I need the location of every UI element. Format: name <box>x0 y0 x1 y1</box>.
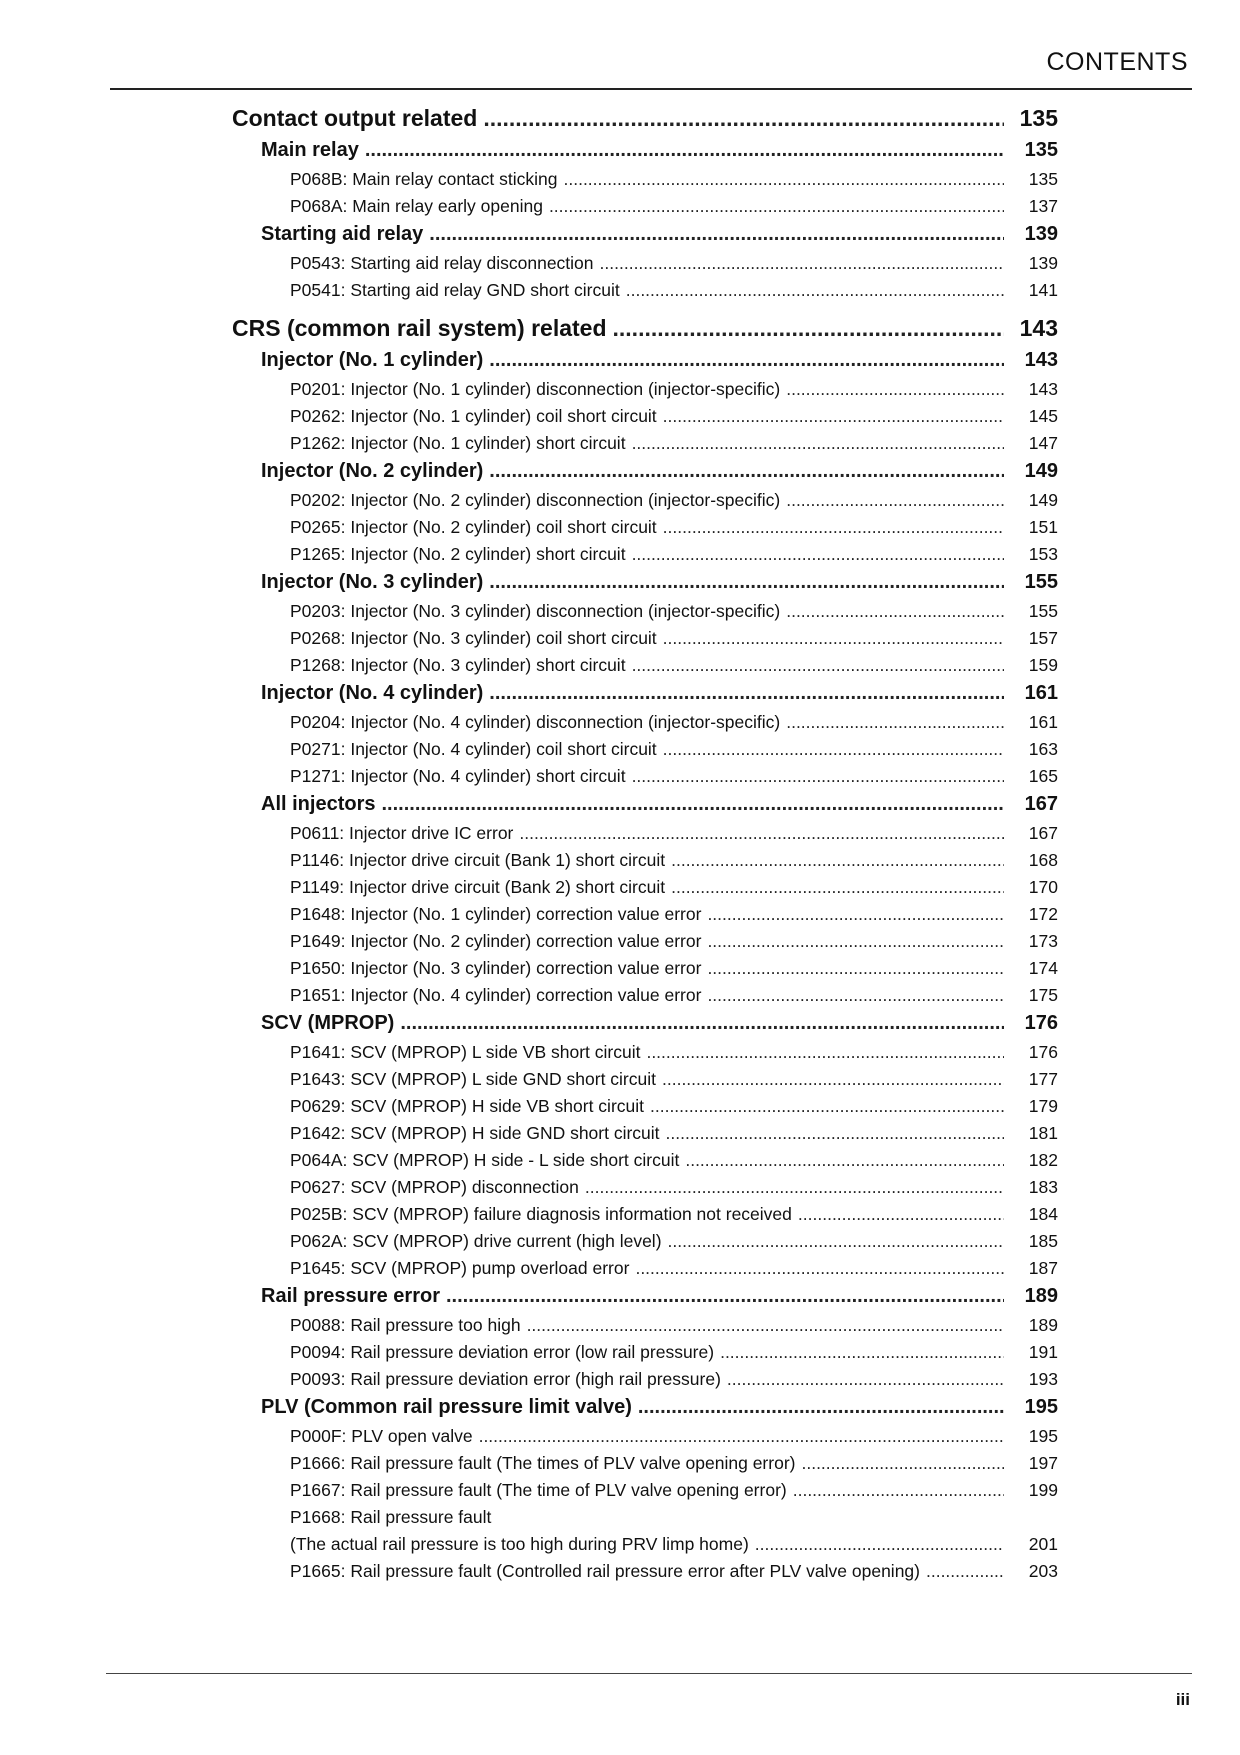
toc-entry[interactable] <box>232 1426 1058 1453</box>
dot-leader <box>786 379 1004 400</box>
toc-entry[interactable] <box>232 280 1058 307</box>
dot-leader <box>671 877 1004 898</box>
dot-leader <box>613 315 1004 342</box>
toc-entry-title: P1665: Rail pressure fault (Controlled rail pressure error after PLV valve opening) <box>290 1561 920 1581</box>
dot-leader <box>755 1534 1004 1555</box>
toc-entry[interactable] <box>232 1315 1058 1342</box>
toc-entry-title: P0629: SCV (MPROP) H side VB short circuit <box>290 1096 644 1116</box>
toc-page-number: 139 <box>1028 253 1058 273</box>
dot-leader <box>549 196 1004 217</box>
toc-entry[interactable] <box>232 1204 1058 1231</box>
toc-entry[interactable] <box>232 1096 1058 1123</box>
toc-entry-title: P0094: Rail pressure deviation error (low rail pressure) <box>290 1342 715 1362</box>
toc-page-number: 197 <box>1028 1453 1058 1473</box>
toc-page-number: 159 <box>1028 655 1058 675</box>
toc-entry[interactable] <box>232 544 1058 571</box>
toc-entry-title: P0541: Starting aid relay GND short circuit <box>290 280 620 300</box>
toc-entry[interactable] <box>232 712 1058 739</box>
dot-leader <box>707 931 1004 952</box>
toc-entry-title: All injectors <box>261 793 376 815</box>
toc-page-number: 149 <box>1028 490 1058 510</box>
toc-page-number: 143 <box>1024 349 1058 371</box>
toc-page-number: 185 <box>1028 1231 1058 1251</box>
toc-entry-title: P1271: Injector (No. 4 cylinder) short circuit <box>290 766 626 786</box>
toc-subsection[interactable] <box>232 460 1058 490</box>
toc-entry-title: P1650: Injector (No. 3 cylinder) correction value error <box>290 958 702 978</box>
toc-entry-title: P1146: Injector drive circuit (Bank 1) short circuit <box>290 850 666 870</box>
toc-entry-title: P1268: Injector (No. 3 cylinder) short circuit <box>290 655 626 675</box>
toc-subsection[interactable] <box>232 349 1058 379</box>
toc-entry-title: P1668: Rail pressure fault <box>290 1507 492 1527</box>
toc-entry[interactable] <box>232 850 1058 877</box>
toc-entry-title: P1645: SCV (MPROP) pump overload error <box>290 1258 630 1278</box>
toc-page-number: 157 <box>1028 628 1058 648</box>
toc-entry-title: Injector (No. 2 cylinder) <box>261 460 484 482</box>
toc-entry-title: (The actual rail pressure is too high during PRV limp home) <box>290 1534 749 1554</box>
toc-page-number: 179 <box>1028 1096 1058 1116</box>
toc-entry[interactable] <box>232 379 1058 406</box>
toc-subsection[interactable] <box>232 223 1058 253</box>
toc-entry-title: P0627: SCV (MPROP) disconnection <box>290 1177 579 1197</box>
toc-entry[interactable] <box>232 1561 1058 1588</box>
toc-page-number: 203 <box>1028 1561 1058 1581</box>
toc-page-number: 161 <box>1028 712 1058 732</box>
toc-page-number: 168 <box>1028 850 1058 870</box>
dot-leader <box>564 169 1005 190</box>
dot-leader <box>646 1042 1004 1063</box>
toc-page-number: 191 <box>1028 1342 1058 1362</box>
toc-subsection[interactable] <box>232 571 1058 601</box>
toc-section[interactable] <box>232 105 1058 139</box>
toc-page-number: 135 <box>1028 169 1058 189</box>
dot-leader <box>479 1426 1004 1447</box>
dot-leader <box>585 1177 1004 1198</box>
toc-page-number: 155 <box>1024 571 1058 593</box>
toc-entry-title: Injector (No. 3 cylinder) <box>261 571 484 593</box>
toc-page-number: 141 <box>1028 280 1058 300</box>
toc-page-number: 135 <box>1019 105 1058 131</box>
toc-section[interactable] <box>232 315 1058 349</box>
toc-page-number: 199 <box>1028 1480 1058 1500</box>
toc-page-number: 143 <box>1028 379 1058 399</box>
dot-leader <box>786 601 1004 622</box>
toc-entry[interactable] <box>232 490 1058 517</box>
toc-entry-title: P1667: Rail pressure fault (The time of PLV valve opening error) <box>290 1480 787 1500</box>
toc-page-number: 147 <box>1028 433 1058 453</box>
toc-entry-title: Contact output related <box>232 105 478 131</box>
dot-leader <box>489 682 1004 705</box>
dot-leader <box>400 1012 1004 1035</box>
toc-entry-title: P1642: SCV (MPROP) H side GND short circuit <box>290 1123 660 1143</box>
toc-page-number: 176 <box>1024 1012 1058 1034</box>
toc-page-number: 195 <box>1028 1426 1058 1446</box>
toc-page-number: 137 <box>1028 196 1058 216</box>
toc-entry-title: P0201: Injector (No. 1 cylinder) disconnection (injector-specific) <box>290 379 781 399</box>
toc-entry-title: P0203: Injector (No. 3 cylinder) disconnection (injector-specific) <box>290 601 781 621</box>
toc-page-number: 177 <box>1028 1069 1058 1089</box>
toc-page-number: 145 <box>1028 406 1058 426</box>
toc-entry-title: P0202: Injector (No. 2 cylinder) disconnection (injector-specific) <box>290 490 781 510</box>
toc-entry-title: P1262: Injector (No. 1 cylinder) short circuit <box>290 433 626 453</box>
dot-leader <box>685 1150 1004 1171</box>
toc-subsection[interactable] <box>232 793 1058 823</box>
toc-entry-title: CRS (common rail system) related <box>232 315 607 341</box>
toc-entry-title: P0611: Injector drive IC error <box>290 823 514 843</box>
dot-leader <box>519 823 1004 844</box>
toc-page-number: 173 <box>1028 931 1058 951</box>
dot-leader <box>638 1396 1004 1419</box>
toc-entry-title: P000F: PLV open valve <box>290 1426 473 1446</box>
toc-page-number: 183 <box>1028 1177 1058 1197</box>
toc-subsection[interactable] <box>232 1396 1058 1426</box>
toc-entry-title: P1651: Injector (No. 4 cylinder) correction value error <box>290 985 702 1005</box>
dot-leader <box>786 490 1004 511</box>
toc-entry[interactable] <box>232 1258 1058 1285</box>
toc-entry[interactable] <box>232 433 1058 460</box>
toc-page-number: 189 <box>1028 1315 1058 1335</box>
toc-entry-title: P0268: Injector (No. 3 cylinder) coil short circuit <box>290 628 657 648</box>
toc-entry-title: P068A: Main relay early opening <box>290 196 543 216</box>
toc-entry-title: Rail pressure error <box>261 1285 440 1307</box>
dot-leader <box>365 139 1004 162</box>
toc-entry[interactable] <box>232 985 1058 1012</box>
toc-subsection[interactable] <box>232 139 1058 169</box>
toc-page-number: 201 <box>1028 1534 1058 1554</box>
table-of-contents <box>232 104 1058 1588</box>
dot-leader <box>720 1342 1004 1363</box>
toc-entry[interactable] <box>232 406 1058 433</box>
toc-entry[interactable] <box>232 517 1058 544</box>
toc-entry[interactable] <box>232 1342 1058 1369</box>
dot-leader <box>446 1285 1004 1308</box>
toc-entry[interactable] <box>232 823 1058 850</box>
toc-entry-title: SCV (MPROP) <box>261 1012 395 1034</box>
dot-leader <box>635 1258 1004 1279</box>
dot-leader <box>793 1480 1004 1501</box>
toc-entry[interactable] <box>232 958 1058 985</box>
toc-page-number: 187 <box>1028 1258 1058 1278</box>
toc-entry-title: P0265: Injector (No. 2 cylinder) coil short circuit <box>290 517 657 537</box>
dot-leader <box>489 571 1004 594</box>
dot-leader <box>801 1453 1004 1474</box>
dot-leader <box>429 223 1004 246</box>
toc-page-number: 193 <box>1028 1369 1058 1389</box>
toc-page-number: 167 <box>1028 823 1058 843</box>
dot-leader <box>381 793 1004 816</box>
toc-entry[interactable] <box>232 1231 1058 1258</box>
dot-leader <box>707 985 1004 1006</box>
toc-entry[interactable] <box>232 628 1058 655</box>
toc-entry-title: P0093: Rail pressure deviation error (high rail pressure) <box>290 1369 721 1389</box>
toc-entry-title: Starting aid relay <box>261 223 424 245</box>
toc-entry[interactable] <box>232 766 1058 793</box>
toc-page-number: 167 <box>1024 793 1058 815</box>
toc-entry[interactable] <box>232 601 1058 628</box>
toc-page-number: 151 <box>1028 517 1058 537</box>
toc-page-number: 143 <box>1019 315 1058 341</box>
toc-page-number: 189 <box>1024 1285 1058 1307</box>
toc-entry[interactable] <box>232 1453 1058 1480</box>
toc-entry-title: P1641: SCV (MPROP) L side VB short circuit <box>290 1042 641 1062</box>
toc-entry-title: P1149: Injector drive circuit (Bank 2) short circuit <box>290 877 666 897</box>
dot-leader <box>663 628 1004 649</box>
toc-entry[interactable] <box>232 1123 1058 1150</box>
toc-page-number: 165 <box>1028 766 1058 786</box>
toc-page-number: 184 <box>1028 1204 1058 1224</box>
toc-entry-title: P025B: SCV (MPROP) failure diagnosis information not received <box>290 1204 792 1224</box>
toc-entry[interactable] <box>232 1069 1058 1096</box>
toc-page-number: 155 <box>1028 601 1058 621</box>
toc-entry[interactable] <box>232 253 1058 280</box>
dot-leader <box>662 1069 1004 1090</box>
toc-entry-title: P1265: Injector (No. 2 cylinder) short circuit <box>290 544 626 564</box>
toc-entry-title: P0088: Rail pressure too high <box>290 1315 521 1335</box>
dot-leader <box>600 253 1004 274</box>
dot-leader <box>483 105 1004 132</box>
toc-page-number: 135 <box>1024 139 1058 161</box>
dot-leader <box>489 349 1004 372</box>
dot-leader <box>707 904 1004 925</box>
toc-subsection[interactable] <box>232 1285 1058 1315</box>
toc-entry-title: P064A: SCV (MPROP) H side - L side short circuit <box>290 1150 680 1170</box>
dot-leader <box>663 406 1004 427</box>
toc-entry[interactable] <box>232 1480 1058 1507</box>
toc-page-number: 161 <box>1024 682 1058 704</box>
toc-entry-title: P1649: Injector (No. 2 cylinder) correction value error <box>290 931 702 951</box>
toc-entry-title: P1648: Injector (No. 1 cylinder) correction value error <box>290 904 702 924</box>
dot-leader <box>798 1204 1004 1225</box>
dot-leader <box>527 1315 1004 1336</box>
toc-entry[interactable] <box>232 1507 1058 1534</box>
toc-entry[interactable] <box>232 1534 1058 1561</box>
toc-page-number: 153 <box>1028 544 1058 564</box>
toc-page-number: 195 <box>1024 1396 1058 1418</box>
dot-leader <box>926 1561 1004 1582</box>
dot-leader <box>707 958 1004 979</box>
toc-entry[interactable] <box>232 877 1058 904</box>
dot-leader <box>666 1123 1004 1144</box>
toc-subsection[interactable] <box>232 1012 1058 1042</box>
dot-leader <box>663 739 1004 760</box>
toc-entry-title: P0271: Injector (No. 4 cylinder) coil short circuit <box>290 739 657 759</box>
dot-leader <box>626 280 1004 301</box>
dot-leader <box>632 655 1004 676</box>
header-divider <box>110 88 1192 90</box>
toc-entry-title: PLV (Common rail pressure limit valve) <box>261 1396 632 1418</box>
dot-leader <box>632 766 1004 787</box>
toc-entry[interactable] <box>232 1150 1058 1177</box>
toc-entry-title: P0204: Injector (No. 4 cylinder) disconnection (injector-specific) <box>290 712 781 732</box>
toc-entry-title: P0543: Starting aid relay disconnection <box>290 253 594 273</box>
toc-page-number: 170 <box>1028 877 1058 897</box>
dot-leader <box>786 712 1004 733</box>
toc-page-number: 181 <box>1028 1123 1058 1143</box>
toc-entry-title: P0262: Injector (No. 1 cylinder) coil short circuit <box>290 406 657 426</box>
toc-page-number: 149 <box>1024 460 1058 482</box>
toc-page-number: 139 <box>1024 223 1058 245</box>
dot-leader <box>663 517 1004 538</box>
page-header-title: CONTENTS <box>1046 48 1188 76</box>
toc-page-number: 172 <box>1028 904 1058 924</box>
toc-entry[interactable] <box>232 931 1058 958</box>
dot-leader <box>668 1231 1004 1252</box>
toc-entry[interactable] <box>232 169 1058 196</box>
dot-leader <box>632 544 1004 565</box>
toc-page-number: 163 <box>1028 739 1058 759</box>
toc-entry[interactable] <box>232 1042 1058 1069</box>
dot-leader <box>727 1369 1004 1390</box>
dot-leader <box>489 460 1004 483</box>
dot-leader <box>650 1096 1004 1117</box>
toc-page-number: 175 <box>1028 985 1058 1005</box>
toc-entry-title: Main relay <box>261 139 359 161</box>
toc-entry-title: P1643: SCV (MPROP) L side GND short circuit <box>290 1069 656 1089</box>
toc-entry[interactable] <box>232 739 1058 766</box>
toc-entry-title: Injector (No. 1 cylinder) <box>261 349 484 371</box>
toc-subsection[interactable] <box>232 682 1058 712</box>
dot-leader <box>632 433 1004 454</box>
footer-divider <box>106 1673 1192 1674</box>
toc-entry[interactable] <box>232 1177 1058 1204</box>
toc-entry-title: P1666: Rail pressure fault (The times of PLV valve opening error) <box>290 1453 796 1473</box>
toc-entry[interactable] <box>232 196 1058 223</box>
page-number: iii <box>1175 1690 1190 1709</box>
toc-page-number: 176 <box>1028 1042 1058 1062</box>
toc-entry-title: Injector (No. 4 cylinder) <box>261 682 484 704</box>
toc-entry[interactable] <box>232 655 1058 682</box>
toc-page-number: 174 <box>1028 958 1058 978</box>
toc-entry-title: P068B: Main relay contact sticking <box>290 169 558 189</box>
toc-entry[interactable] <box>232 904 1058 931</box>
toc-entry-title: P062A: SCV (MPROP) drive current (high level) <box>290 1231 662 1251</box>
dot-leader <box>671 850 1004 871</box>
toc-entry[interactable] <box>232 1369 1058 1396</box>
toc-page-number: 182 <box>1028 1150 1058 1170</box>
